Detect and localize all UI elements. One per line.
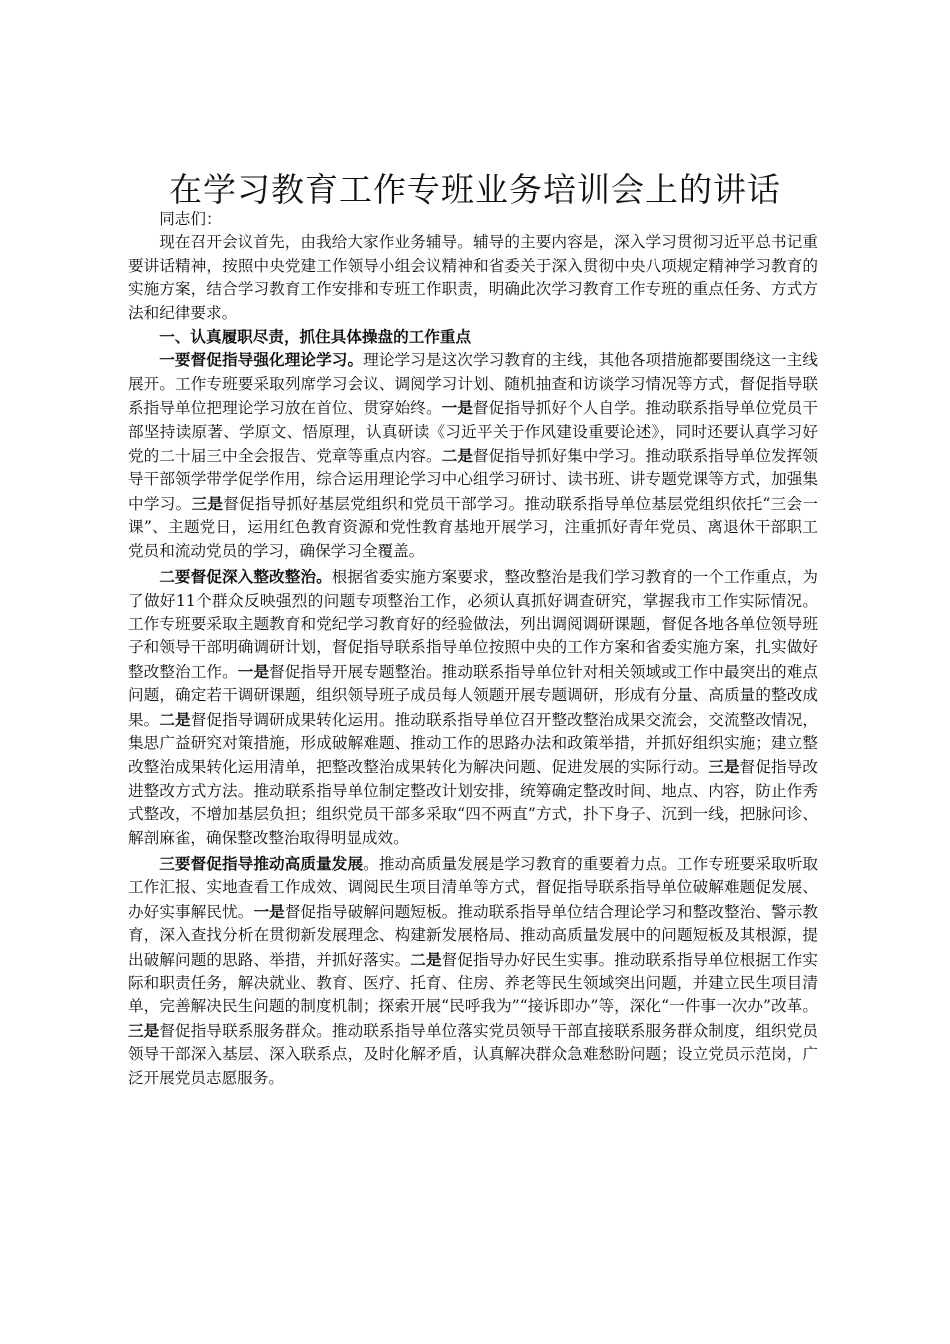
paragraph-rectification [128, 565, 818, 850]
keyword-third: 三是 [191, 493, 224, 513]
paragraph-text: 督促指导调研成果转化运用。推动联系指导单位召开整改整治成果交流会，交流整改情况，集思广益研究对策措施，形成破解难题、推动工作的思路办法和政策举措，并抓好组织实施；建立整改整治成果转化运用清单，把整改整治成果转化为解决问题、促进发展的实际行动。 [128, 710, 818, 777]
paragraph-text: 理论学习是这次学习教育的主线，其他各项措施都要围绕这一主线展开。工作专班要采取列席学习会议、调阅学习计划、随机抽查和访谈学习情况等方式，督促指导联系指导单位把理论学习放在首位、贯穿始终。 [128, 351, 818, 418]
keyword-third: 三是 [708, 757, 740, 777]
paragraph-text: 督促指导联系服务群众。推动联系指导单位落实党员领导干部直接联系服务群众制度，组织党员领导干部深入基层、深入联系点，及时化解矛盾，认真解决群众急难愁盼问题；设立党员示范岗，广泛开展党员志愿服务。 [128, 1021, 818, 1087]
salutation: 同志们： [159, 210, 222, 228]
paragraph-text: 督促指导破解问题短板。推动联系指导单位结合理论学习和整改整治、警示教育，深入查找分析在贯彻新发展理念、构建新发展格局、推动高质量发展中的问题短板及其根源，提出破解问题的思路、举措，并抓好落实。 [128, 902, 818, 969]
paragraph-text: 督促指导开展专题整治。推动联系指导单位针对相关领域或工作中最突出的难点问题，确定若干调研课题，组织领导班子成员每人领题开展专题调研，形成有分量、高质量的整改成果。 [128, 662, 818, 729]
keyword-first: 一是 [441, 398, 474, 418]
paragraph-lead: 一要督促指导强化理论学习。 [159, 350, 364, 370]
paragraph-lead: 三要督促指导推动高质量发展 [159, 853, 364, 873]
paragraph-text: 根据省委实施方案要求，整改整治是我们学习教育的一个工作重点，为了做好11个群众反映强烈的问题专项整治工作，必须认真抓好调查研究，掌握我市工作实际情况。工作专班要采取主题教育和党纪学习教育好的经验做法，列出调阅调研课题，督促各地各单位领导班子和领导干部明确调研计划，督促指导联系指导单位按照中央的工作方案和省委实施方案，扎实做好整改整治工作。 [128, 568, 818, 681]
keyword-first: 一是 [237, 661, 270, 681]
paragraph-high-quality-development [128, 852, 818, 1090]
keyword-second: 二是 [410, 949, 442, 969]
paragraph-text: 督促指导办好民生实事。推动联系指导单位根据工作实际和职责任务，解决就业、教育、医疗、托育、住房、养老等民生领域突出问题，并建立民生项目清单，完善解决民生问题的制度机制；探索开展“民呼我为”“接诉即办”等，深化“一件事一次办”改革。 [128, 950, 818, 1016]
section-heading-1: 一、认真履职尽责，抓住具体操盘的工作重点 [159, 327, 472, 347]
keyword-second: 二是 [159, 709, 191, 729]
paragraph-text: 督促指导抓好个人自学。推动联系指导单位党员干部坚持读原著、学原文、悟原理，认真研读《习近平关于作风建设重要论述》，同时还要认真学习好党的二十届三中全会报告、党章等重点内容。 [128, 399, 818, 466]
paragraph-text: 督促指导抓好集中学习。推动联系指导单位发挥领导干部领学带学促学作用，综合运用理论学习中心组学习研讨、读书班、讲专题党课等方式，加强集中学习。 [128, 447, 818, 513]
document-body [128, 208, 818, 1090]
paragraph-lead: 二要督促深入整改整治。 [159, 567, 332, 587]
document-title: 在学习教育工作专班业务培训会上的讲话 [169, 170, 781, 209]
paragraph-text: 。推动高质量发展是学习教育的重要着力点。工作专班要采取听取工作汇报、实地查看工作成效、调阅民生项目清单等方式，督促指导联系指导单位破解难题促发展、办好实事解民忧。 [128, 854, 818, 921]
paragraph-text: 督促指导改进整改方式方法。推动联系指导单位制定整改计划安排，统筹确定整改时间、地点、内容，防止作秀式整改，不增加基层负担；组织党员干部多采取“四不两直”方式，扑下身子、沉到一线，把脉问诊、解剖麻雀，确保整改整治取得明显成效。 [128, 758, 818, 847]
keyword-second: 二是 [441, 446, 474, 466]
keyword-third: 三是 [128, 1020, 160, 1040]
paragraph-theory-study [128, 348, 818, 563]
keyword-first: 一是 [253, 901, 285, 921]
paragraph-text: 督促指导抓好基层党组织和党员干部学习。推动联系指导单位基层党组织依托“三会一课”、主题党日，运用红色教育资源和党性教育基地开展学习，注重抓好青年党员、离退休干部职工党员和流动党员的学习，确保学习全覆盖。 [128, 494, 818, 560]
intro-paragraph: 现在召开会议首先，由我给大家作业务辅导。辅导的主要内容是，深入学习贯彻习近平总书记重要讲话精神，按照中央党建工作领导小组会议精神和省委关于深入贯彻中央八项规定精神学习教育的实施方案，结合学习教育工作安排和专班工作职责，明确此次学习教育工作专班的重点任务、方式方法和纪律要求。 [128, 233, 818, 322]
